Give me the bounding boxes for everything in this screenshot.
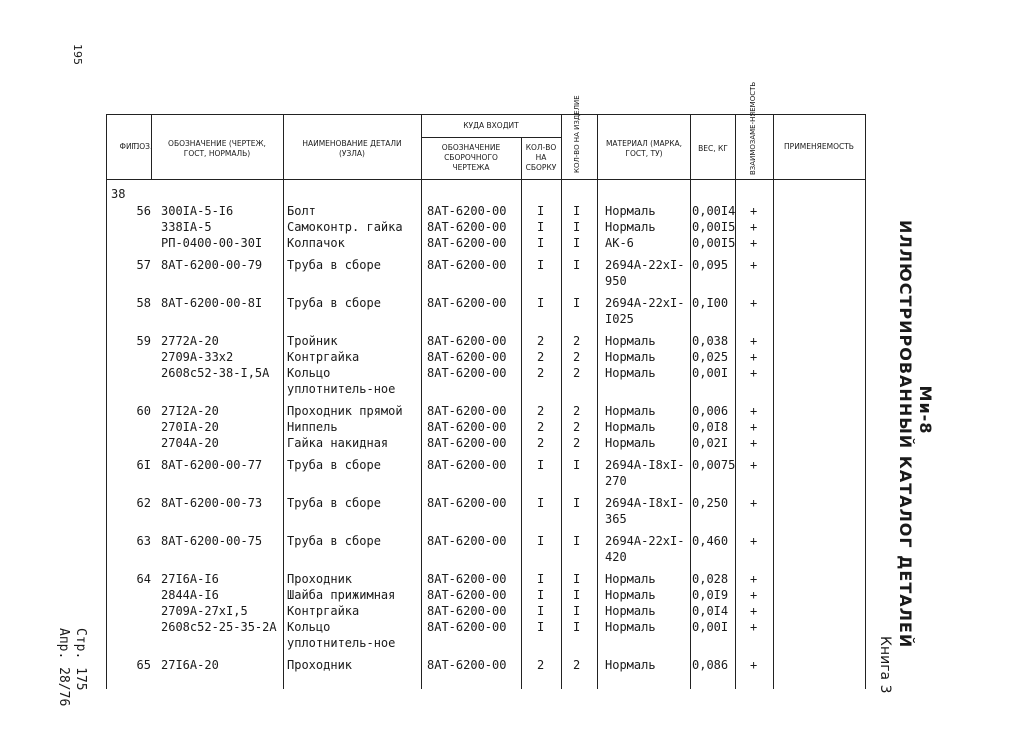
material: 2694А-I8хI-365 [605,496,685,526]
part-designation: 27I6А-I6 [161,572,219,586]
material: Нормаль [605,220,656,234]
qty-per-assembly: 2 [537,436,545,450]
part-designation: 8АТ-6200-00-75 [161,534,263,548]
part-name: Труба в сборе [287,458,381,472]
qty-per-assembly: I [537,572,545,586]
interchangeability-mark: + [750,404,758,418]
material: Нормаль [605,588,656,602]
part-designation: 338IA-5 [161,220,212,234]
weight: 0,00I [692,620,729,634]
header-name: НАИМЕНОВАНИЕ ДЕТАЛИ (УЗЛА) [302,139,402,158]
part-name: Проходник прямой [287,404,403,418]
qty-per-item: I [573,620,581,634]
part-designation: 2844А-I6 [161,588,219,602]
material: Нормаль [605,658,656,672]
part-name: Труба в сборе [287,296,381,310]
assembly-designation: 8АТ-6200-00 [427,458,507,472]
page-ref-page: Стр. 175 [73,628,88,691]
part-name: Кольцо уплотнитель-ное [287,620,396,650]
weight: 0,00I4 [692,204,736,218]
qty-per-item: I [573,496,581,510]
part-designation: 2772А-20 [161,334,219,348]
header-where-used: КУДА ВХОДИТ [463,121,519,130]
part-name: Контргайка [287,604,360,618]
qty-per-item: I [573,534,581,548]
assembly-designation: 8АТ-6200-00 [427,296,507,310]
assembly-designation: 8АТ-6200-00 [427,534,507,548]
part-designation: 2709А-27хI,5 [161,604,248,618]
weight: 0,0075 [692,458,736,472]
part-designation: 27I6А-20 [161,658,219,672]
qty-per-assembly: 2 [537,334,545,348]
part-designation: 27I2А-20 [161,404,219,418]
qty-per-item: 2 [573,334,581,348]
interchangeability-mark: + [750,204,758,218]
header-weight: ВЕС, КГ [698,144,728,153]
grid-line [561,115,562,689]
position: 62 [136,496,151,510]
qty-per-item: 2 [573,366,581,380]
qty-per-assembly: I [537,604,545,618]
interchangeability-mark: + [750,220,758,234]
qty-per-assembly: I [537,496,545,510]
position: 64 [136,572,151,586]
qty-per-assembly: I [537,204,545,218]
part-name: Гайка накидная [287,436,389,450]
interchangeability-mark: + [750,420,758,434]
qty-per-item: 2 [573,420,581,434]
interchangeability-mark: + [750,496,758,510]
part-name: Контргайка [287,350,360,364]
header-pos: ПОЗ. [133,142,153,151]
material: 2694А-I8хI-270 [605,458,685,488]
interchangeability-mark: + [750,258,758,272]
material: Нормаль [605,436,656,450]
part-designation: 2709А-33х2 [161,350,234,364]
header-qty-assembly: КОЛ-ВО НА СБОРКУ [525,143,557,172]
position: 57 [136,258,151,272]
qty-per-assembly: I [537,458,545,472]
weight: 0,025 [692,350,729,364]
qty-per-item: I [573,236,581,250]
assembly-designation: 8АТ-6200-00 [427,220,507,234]
page-number: 195 [71,44,84,65]
catalog-name: ИЛЛЮСТРИРОВАННЫЙ КАТАЛОГ ДЕТАЛЕЙ [896,220,915,649]
qty-per-item: I [573,588,581,602]
interchangeability-mark: + [750,436,758,450]
position: 6I [136,458,151,472]
qty-per-item: I [573,220,581,234]
part-designation: 8АТ-6200-00-79 [161,258,263,272]
qty-per-item: 2 [573,436,581,450]
assembly-designation: 8АТ-6200-00 [427,236,507,250]
grid-line [107,179,865,180]
grid-line [521,137,522,689]
grid-line [690,115,691,689]
interchangeability-mark: + [750,334,758,348]
assembly-designation: 8АТ-6200-00 [427,604,507,618]
part-name: Ниппель [287,420,338,434]
header-qty-item: КОЛ-ВО НА ИЗДЕЛИЕ [573,95,581,173]
weight: 0,460 [692,534,729,548]
assembly-designation: 8АТ-6200-00 [427,496,507,510]
interchangeability-mark: + [750,350,758,364]
page-ref-date: Апр. 28/76 [56,628,71,707]
grid-line [597,115,598,689]
weight: 0,0I4 [692,604,729,618]
weight: 0,028 [692,572,729,586]
weight: 0,038 [692,334,729,348]
weight: 0,0I8 [692,420,729,434]
part-name: Шайба прижимная [287,588,396,602]
material: Нормаль [605,404,656,418]
assembly-designation: 8АТ-6200-00 [427,588,507,602]
page-reference [55,628,89,706]
interchangeability-mark: + [750,588,758,602]
part-name: Тройник [287,334,338,348]
qty-per-assembly: 2 [537,658,545,672]
weight: 0,02I [692,436,729,450]
qty-per-item: 2 [573,350,581,364]
material: Нормаль [605,204,656,218]
interchangeability-mark: + [750,236,758,250]
qty-per-item: I [573,296,581,310]
material: Нормаль [605,350,656,364]
weight: 0,086 [692,658,729,672]
assembly-designation: 8АТ-6200-00 [427,620,507,634]
grid-line [735,115,736,689]
book-label: Книга 3 [877,636,893,694]
qty-per-item: 2 [573,404,581,418]
interchangeability-mark: + [750,296,758,310]
interchangeability-mark: + [750,534,758,548]
material: Нормаль [605,420,656,434]
qty-per-assembly: I [537,220,545,234]
assembly-designation: 8АТ-6200-00 [427,350,507,364]
qty-per-assembly: I [537,534,545,548]
interchangeability-mark: + [750,458,758,472]
part-name: Труба в сборе [287,534,381,548]
weight: 0,00I5 [692,236,736,250]
material: 2694А-22хI-I025 [605,296,685,326]
grid-line [283,115,284,689]
figure-number: 38 [111,187,126,201]
header-assembly-designation: ОБОЗНАЧЕНИЕ СБОРОЧНОГО ЧЕРТЕЖА [441,143,501,172]
qty-per-assembly: I [537,236,545,250]
assembly-designation: 8АТ-6200-00 [427,204,507,218]
material: Нормаль [605,334,656,348]
assembly-designation: 8АТ-6200-00 [427,658,507,672]
weight: 0,I00 [692,296,729,310]
weight: 0,095 [692,258,729,272]
part-name: Болт [287,204,316,218]
aircraft-model: Ми-8 [916,385,935,435]
interchangeability-mark: + [750,658,758,672]
weight: 0,00I [692,366,729,380]
qty-per-item: I [573,458,581,472]
material: Нормаль [605,604,656,618]
position: 60 [136,404,151,418]
material: Нормаль [605,572,656,586]
catalog-title [895,220,935,649]
qty-per-item: 2 [573,658,581,672]
assembly-designation: 8АТ-6200-00 [427,404,507,418]
part-name: Колпачок [287,236,345,250]
qty-per-assembly: I [537,296,545,310]
qty-per-item: I [573,604,581,618]
grid-line [421,137,561,138]
position: 58 [136,296,151,310]
parts-table [106,81,866,689]
grid-line [773,115,774,689]
part-name: Кольцо уплотнитель-ное [287,366,396,396]
part-designation: РП-0400-00-30I [161,236,263,250]
qty-per-assembly: 2 [537,366,545,380]
assembly-designation: 8АТ-6200-00 [427,334,507,348]
assembly-designation: 8АТ-6200-00 [427,572,507,586]
qty-per-assembly: 2 [537,350,545,364]
grid-line [421,115,422,689]
part-designation: 2704А-20 [161,436,219,450]
part-name: Труба в сборе [287,258,381,272]
qty-per-assembly: I [537,588,545,602]
assembly-designation: 8АТ-6200-00 [427,436,507,450]
material: 2694А-22хI-950 [605,258,685,288]
qty-per-assembly: 2 [537,420,545,434]
qty-per-assembly: 2 [537,404,545,418]
part-name: Самоконтр. гайка [287,220,403,234]
interchangeability-mark: + [750,604,758,618]
position: 65 [136,658,151,672]
part-name: Проходник [287,572,353,586]
material: Нормаль [605,366,656,380]
interchangeability-mark: + [750,366,758,380]
weight: 0,00I5 [692,220,736,234]
qty-per-item: I [573,572,581,586]
part-designation: 8АТ-6200-00-8I [161,296,263,310]
part-designation: 270IА-20 [161,420,219,434]
part-designation: 8АТ-6200-00-77 [161,458,263,472]
material: Нормаль [605,620,656,634]
part-name: Труба в сборе [287,496,381,510]
header-interchangeability: ВЗАИМОЗАМЕ-НЯЕМОСТЬ [749,81,757,175]
weight: 0,006 [692,404,729,418]
header-material: МАТЕРИАЛ (МАРКА, ГОСТ, ТУ) [605,139,683,158]
part-designation: 2608с52-25-35-2А [161,620,277,634]
header-designation: ОБОЗНАЧЕНИЕ (ЧЕРТЕЖ, ГОСТ, НОРМАЛЬ) [168,139,266,158]
assembly-designation: 8АТ-6200-00 [427,420,507,434]
assembly-designation: 8АТ-6200-00 [427,366,507,380]
material: АК-6 [605,236,634,250]
header-applicability: ПРИМЕНЯЕМОСТЬ [784,142,854,151]
part-designation: 300IA-5-I6 [161,204,234,218]
position: 59 [136,334,151,348]
assembly-designation: 8АТ-6200-00 [427,258,507,272]
interchangeability-mark: + [750,572,758,586]
header-fig: ФИГ. [119,142,139,151]
part-designation: 2608с52-38-I,5А [161,366,270,380]
position: 56 [136,204,151,218]
part-designation: 8АТ-6200-00-73 [161,496,263,510]
qty-per-assembly: I [537,258,545,272]
weight: 0,250 [692,496,729,510]
weight: 0,0I9 [692,588,729,602]
interchangeability-mark: + [750,620,758,634]
qty-per-assembly: I [537,620,545,634]
qty-per-item: I [573,204,581,218]
qty-per-item: I [573,258,581,272]
position: 63 [136,534,151,548]
part-name: Проходник [287,658,353,672]
material: 2694А-22хI-420 [605,534,685,564]
